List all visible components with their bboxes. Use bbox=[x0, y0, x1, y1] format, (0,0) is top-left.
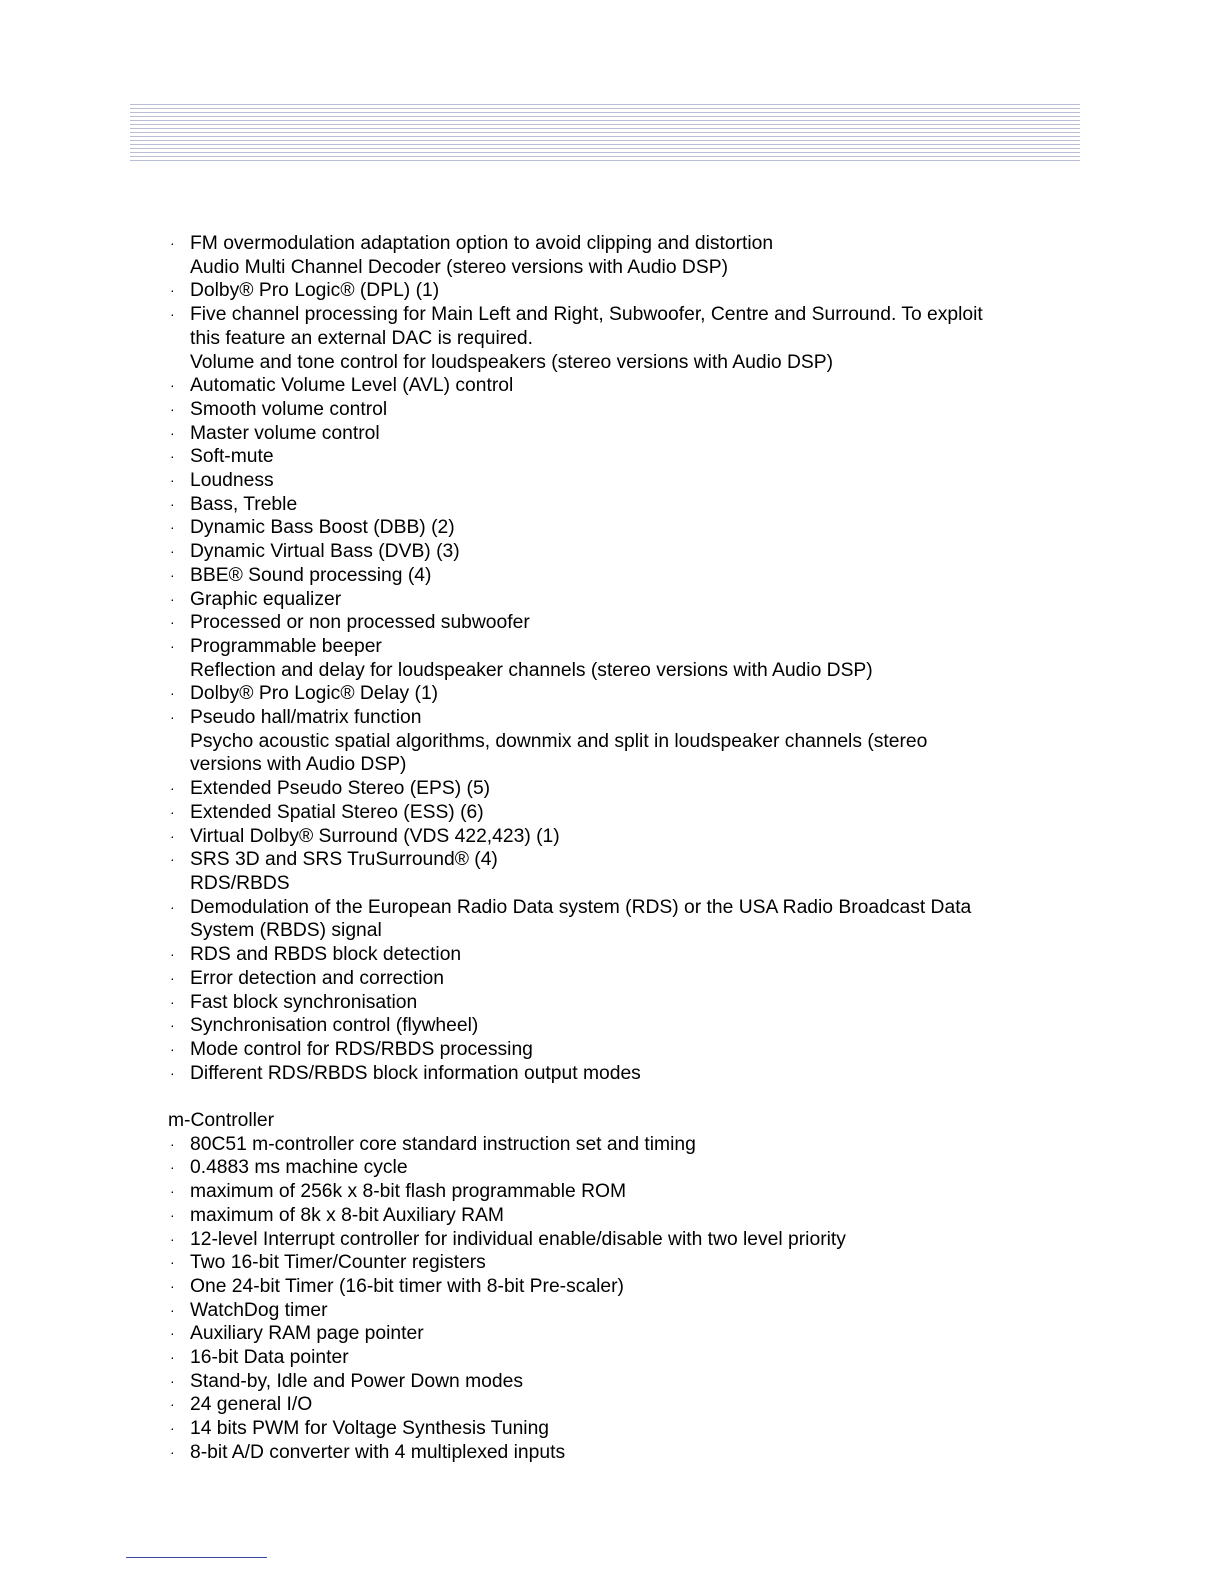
list-item bbox=[168, 801, 1068, 825]
line-text: Stand-by, Idle and Power Down modes bbox=[190, 1370, 523, 1392]
list-item bbox=[168, 1275, 1068, 1299]
line-text: Two 16-bit Timer/Counter registers bbox=[190, 1252, 486, 1274]
bullet-dot-icon: · bbox=[170, 235, 175, 251]
line-text: Audio Multi Channel Decoder (stereo versions with Audio DSP) bbox=[190, 256, 728, 278]
bullet-dot-icon: · bbox=[170, 614, 175, 631]
bullet-dot-icon: · bbox=[170, 993, 175, 1010]
line-text: Error detection and correction bbox=[190, 967, 444, 989]
line-text: Dolby® Pro Logic® (DPL) (1) bbox=[190, 280, 440, 302]
line-text: Bass, Treble bbox=[190, 493, 298, 515]
list-item bbox=[168, 991, 1068, 1015]
line-text: Loudness bbox=[190, 470, 274, 492]
bullet-dot-icon: · bbox=[170, 400, 175, 417]
bullet-dot-icon: · bbox=[170, 1230, 175, 1247]
list-text-line bbox=[168, 351, 1068, 375]
bullet-dot-icon: · bbox=[170, 1183, 175, 1200]
list-text-line bbox=[168, 730, 1068, 754]
line-text: RDS/RBDS bbox=[190, 872, 290, 894]
footnote-rule bbox=[126, 1557, 267, 1558]
bullet-dot-icon: · bbox=[170, 306, 175, 323]
line-text: Fast block synchronisation bbox=[190, 991, 418, 1013]
line-text: Synchronisation control (flywheel) bbox=[190, 1015, 479, 1037]
bullet-dot-icon: · bbox=[170, 590, 175, 607]
line-text: versions with Audio DSP) bbox=[190, 754, 407, 776]
line-text: Five channel processing for Main Left and Right, Subwoofer, Centre and Surround. To exploit bbox=[190, 304, 983, 326]
line-text: 12-level Interrupt controller for individual enable/disable with two level priority bbox=[190, 1228, 846, 1250]
bullet-dot-icon: · bbox=[170, 1396, 175, 1413]
list-text-line bbox=[168, 753, 1068, 777]
bullet-dot-icon: · bbox=[170, 424, 175, 441]
list-item bbox=[168, 825, 1068, 849]
list-item bbox=[168, 1038, 1068, 1062]
list-item bbox=[168, 682, 1068, 706]
list-item bbox=[168, 374, 1068, 398]
list-text-line bbox=[168, 256, 1068, 280]
line-text: Automatic Volume Level (AVL) control bbox=[190, 375, 514, 397]
list-item bbox=[168, 1156, 1068, 1180]
line-text: 16-bit Data pointer bbox=[190, 1347, 349, 1369]
bullet-dot-icon: · bbox=[170, 1254, 175, 1271]
list-item bbox=[168, 493, 1068, 517]
line-text: Extended Spatial Stereo (ESS) (6) bbox=[190, 801, 484, 823]
bullet-dot-icon: · bbox=[170, 1277, 175, 1294]
bullet-dot-icon: · bbox=[170, 637, 175, 654]
line-text: SRS 3D and SRS TruSurround® (4) bbox=[190, 849, 498, 871]
bullet-dot-icon: · bbox=[170, 1349, 175, 1366]
list-item bbox=[168, 540, 1068, 564]
bullet-dot-icon: · bbox=[170, 472, 175, 489]
line-text: Graphic equalizer bbox=[190, 588, 342, 610]
bullet-dot-icon: · bbox=[170, 282, 175, 299]
bullet-dot-icon: · bbox=[170, 709, 175, 726]
line-text: 24 general I/O bbox=[190, 1394, 313, 1416]
bullet-dot-icon: · bbox=[170, 495, 175, 512]
line-text: FM overmodulation adaptation option to avoid clipping and distortion bbox=[190, 233, 774, 254]
bullet-dot-icon: · bbox=[170, 1135, 175, 1152]
line-text: Psycho acoustic spatial algorithms, downmix and split in loudspeaker channels (stereo bbox=[190, 730, 928, 752]
list-item bbox=[168, 1204, 1068, 1228]
list-item bbox=[168, 279, 1068, 303]
line-text: Volume and tone control for loudspeakers (stereo versions with Audio DSP) bbox=[190, 351, 834, 373]
bullet-dot-icon: · bbox=[170, 1325, 175, 1342]
list-item bbox=[168, 1062, 1068, 1086]
list-item bbox=[168, 1133, 1068, 1157]
line-text: Dolby® Pro Logic® Delay (1) bbox=[190, 683, 439, 705]
list-item bbox=[168, 1417, 1068, 1441]
line-text: 14 bits PWM for Voltage Synthesis Tuning bbox=[190, 1418, 550, 1440]
bullet-dot-icon: · bbox=[170, 1372, 175, 1389]
list-item bbox=[168, 422, 1068, 446]
bullet-dot-icon: · bbox=[170, 1040, 175, 1057]
line-text: maximum of 256k x 8-bit flash programmable ROM bbox=[190, 1181, 627, 1203]
bullet-dot-icon: · bbox=[170, 566, 175, 583]
line-text: Master volume control bbox=[190, 422, 380, 444]
line-text: One 24-bit Timer (16-bit timer with 8-bit Pre-scaler) bbox=[190, 1275, 624, 1297]
line-text: Extended Pseudo Stereo (EPS) (5) bbox=[190, 778, 491, 800]
bullet-dot-icon: · bbox=[170, 448, 175, 465]
list-item bbox=[168, 635, 1068, 659]
line-text: 8-bit A/D converter with 4 multiplexed inputs bbox=[190, 1441, 566, 1463]
line-text: Smooth volume control bbox=[190, 398, 388, 420]
bullet-dot-icon: · bbox=[170, 1420, 175, 1437]
bullet-dot-icon: · bbox=[170, 1159, 175, 1176]
list-item bbox=[168, 232, 1068, 256]
list-item bbox=[168, 303, 1068, 327]
line-text: Dynamic Bass Boost (DBB) (2) bbox=[190, 517, 455, 539]
section-heading bbox=[168, 1109, 1068, 1133]
line-text: maximum of 8k x 8-bit Auxiliary RAM bbox=[190, 1204, 504, 1226]
bullet-dot-icon: · bbox=[170, 851, 175, 868]
line-text: Mode control for RDS/RBDS processing bbox=[190, 1038, 533, 1060]
line-text: 80C51 m-controller core standard instruction set and timing bbox=[190, 1133, 696, 1155]
list-item bbox=[168, 1370, 1068, 1394]
line-text: Reflection and delay for loudspeaker channels (stereo versions with Audio DSP) bbox=[190, 659, 873, 681]
list-item bbox=[168, 516, 1068, 540]
line-text: BBE® Sound processing (4) bbox=[190, 564, 432, 586]
bullet-dot-icon: · bbox=[170, 377, 175, 394]
bullet-dot-icon: · bbox=[170, 1301, 175, 1318]
list-item bbox=[168, 943, 1068, 967]
list-item bbox=[168, 1014, 1068, 1038]
list-item bbox=[168, 967, 1068, 991]
bullet-dot-icon: · bbox=[170, 827, 175, 844]
line-text: WatchDog timer bbox=[190, 1299, 328, 1321]
line-text: Auxiliary RAM page pointer bbox=[190, 1323, 424, 1345]
bullet-dot-icon: · bbox=[170, 1017, 175, 1034]
list-item bbox=[168, 564, 1068, 588]
line-text: m-Controller bbox=[168, 1110, 275, 1131]
list-item bbox=[168, 398, 1068, 422]
list-item bbox=[168, 1180, 1068, 1204]
bullet-dot-icon: · bbox=[170, 803, 175, 820]
bullet-dot-icon: · bbox=[170, 780, 175, 797]
bullet-dot-icon: · bbox=[170, 543, 175, 560]
list-item bbox=[168, 611, 1068, 635]
line-text: this feature an external DAC is required. bbox=[190, 327, 533, 349]
line-text: Programmable beeper bbox=[190, 635, 382, 657]
bullet-dot-icon: · bbox=[170, 898, 175, 915]
list-item bbox=[168, 1322, 1068, 1346]
bullet-dot-icon: · bbox=[170, 946, 175, 963]
list-item bbox=[168, 1346, 1068, 1370]
list-item bbox=[168, 848, 1068, 872]
bullet-dot-icon: · bbox=[170, 1443, 175, 1460]
bullet-dot-icon: · bbox=[170, 969, 175, 986]
list-item bbox=[168, 1251, 1068, 1275]
list-item bbox=[168, 1393, 1068, 1417]
list-text-line bbox=[168, 659, 1068, 683]
bullet-dot-icon: · bbox=[170, 519, 175, 536]
list-item bbox=[168, 1299, 1068, 1323]
list-item bbox=[168, 896, 1068, 920]
list-item bbox=[168, 706, 1068, 730]
line-text: Dynamic Virtual Bass (DVB) (3) bbox=[190, 541, 460, 563]
bullet-dot-icon: · bbox=[170, 685, 175, 702]
feature-list bbox=[168, 232, 1068, 1465]
list-item bbox=[168, 588, 1068, 612]
list-item bbox=[168, 469, 1068, 493]
line-text: Virtual Dolby® Surround (VDS 422,423) (1) bbox=[190, 825, 560, 847]
bullet-dot-icon: · bbox=[170, 1064, 175, 1081]
list-text-line bbox=[168, 872, 1068, 896]
line-text: Different RDS/RBDS block information output modes bbox=[190, 1062, 641, 1084]
list-item bbox=[168, 777, 1068, 801]
line-text: Soft-mute bbox=[190, 446, 274, 468]
line-text: Processed or non processed subwoofer bbox=[190, 612, 530, 634]
line-text: RDS and RBDS block detection bbox=[190, 944, 462, 966]
list-item bbox=[168, 1441, 1068, 1465]
bullet-dot-icon: · bbox=[170, 1206, 175, 1223]
line-text: Pseudo hall/matrix function bbox=[190, 707, 422, 729]
list-item bbox=[168, 445, 1068, 469]
line-text: 0.4883 ms machine cycle bbox=[190, 1157, 408, 1179]
list-item bbox=[168, 1228, 1068, 1252]
line-text: System (RBDS) signal bbox=[190, 920, 382, 942]
header-rule-band bbox=[130, 104, 1080, 162]
list-text-line bbox=[168, 919, 1068, 943]
list-text-line bbox=[168, 327, 1068, 351]
line-text: Demodulation of the European Radio Data system (RDS) or the USA Radio Broadcast Data bbox=[190, 896, 972, 918]
